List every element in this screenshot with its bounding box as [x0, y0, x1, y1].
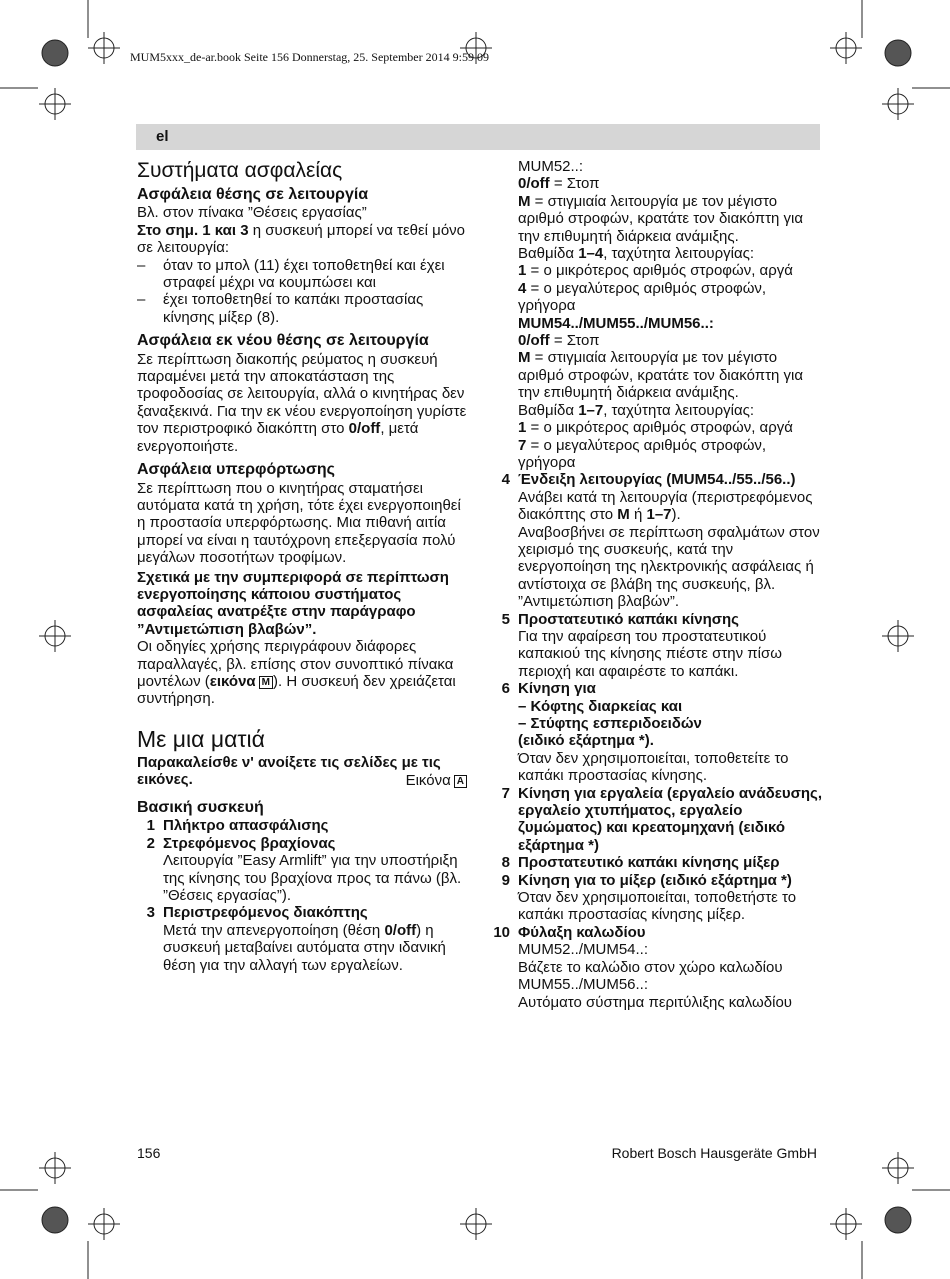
speed-max-text: 7 = ο μεγαλύτερος αριθμός στροφών, γρήγορα — [518, 436, 767, 471]
language-code: el — [156, 128, 169, 145]
list-item: 9 Κίνηση για το μίξερ (ειδικό εξάρτημα *) Όταν δεν χρησιμοποιείται, τοποθετήστε το καπάκι προστασίας κίνησης μίξερ. — [501, 871, 797, 924]
open-pages-note: Παρακαλείσθε ν' ανοίξετε τις σελίδες με τις εικόνες. — [137, 753, 441, 789]
left-column — [137, 158, 467, 974]
figure-m-box: M — [259, 676, 273, 689]
speed-levels-text: Βαθμίδα 1–4, ταχύτητα λειτουργίας: — [518, 245, 755, 263]
overload-text: Σε περίπτωση που ο κινητήρας σταματήσει αυτόματα κατά τη χρήση, τότε έχει ενεργοποιηθεί η προστασία υπερφόρτωσης. Μια πιθανή αιτία μπορεί να είναι η ταυτόχρονη επεξεργασία πολύ μεγάλων ποσοτήτων τροφίμων. — [137, 479, 461, 567]
restart-text: Σε περίπτωση διακοπής ρεύματος η συσκευή παραμένει μετά την αποκατάσταση της τροφοδοσίας σε λειτουργία, αλλά ο κινητήρας δεν ξαναξεκινά. Για την εκ νέου ενεργοποίηση γυρίστε τον περιστροφικό διακόπτη στο 0/off, μετά ενεργοποιήστε. — [137, 350, 467, 455]
right-column — [492, 158, 827, 1011]
switch-off-text: 0/off = Στοπ — [518, 332, 600, 350]
list-item: 10 Φύλαξη καλωδίου MUM52../MUM54..: Βάζετε το καλώδιο στον χώρο καλωδίου MUM55../MUM56..: Αυτόματο σύστημα περιτύλιξης καλωδίου — [493, 923, 792, 1011]
model-label-mum54: MUM54../MUM55../MUM56..: — [518, 314, 714, 332]
speed-levels-text: Βαθμίδα 1–7, ταχύτητα λειτουργίας: — [518, 401, 755, 419]
manual-text: Οι οδηγίες χρήσης περιγράφουν διάφορες παραλλαγές, βλ. επίσης στον συνοπτικό πίνακα μοντέλων (εικόνα M ). Η συσκευή δεν χρειάζεται συντήρηση. — [137, 638, 456, 708]
list-item: – όταν το μπολ (11) έχει τοποθετηθεί και έχει στραφεί μέχρι να κουμπώσει και — [137, 256, 445, 292]
list-item: – έχει τοποθετηθεί το καπάκι προστασίας κίνησης μίξερ (8). — [137, 291, 424, 326]
list-item: 3 Περιστρεφόμενος διακόπτης Μετά την απενεργοποίηση (θέση 0/off) η συσκευή μεταβαίνει αυτόματα στην ιδανική θέση για την αλλαγή των εργαλείων. — [146, 904, 446, 974]
model-label-mum52: MUM52..: — [518, 158, 584, 175]
switch-m-text: M = στιγμιαία λειτουργία με τον μέγιστο αριθμό στροφών, κρατάτε τον διακόπτη για την επιθυμητή διάρκεια ανάμιξης. — [518, 349, 804, 402]
list-item: 1 Πλήκτρο απασφάλισης — [146, 817, 329, 835]
figure-a-box: A — [454, 775, 467, 788]
list-item: 6 Κίνηση για – Κόφτης διαρκείας και – Στύφτης εσπεριδοειδών (ειδικό εξάρτημα *). Όταν δεν χρησιμοποιείται, τοποθετείτε το καπάκι προστασίας κίνησης. — [501, 680, 789, 785]
page-number: 156 — [137, 1145, 161, 1161]
heading-position-safety: Ασφάλεια θέσης σε λειτουργία — [137, 186, 369, 203]
heading-at-a-glance: Με μια ματιά — [137, 725, 265, 752]
speed-min-text: 1 = ο μικρότερος αριθμός στροφών, αργά — [518, 419, 793, 437]
list-item: 7 Κίνηση για εργαλεία (εργαλείο ανάδευσης, εργαλείο χτυπήματος, εργαλείο ζυμώματος) και κρεατομηχανή (ειδικό εξάρτημα *) — [501, 784, 823, 854]
heading-overload-safety: Ασφάλεια υπερφόρτωσης — [137, 461, 335, 479]
list-item: 4 Ένδειξη λειτουργίας (MUM54../55../56..) Ανάβει κατά τη λειτουργία (περιστρεφόμενος διακόπτης στο M ή 1–7). Αναβοσβήνει σε περίπτωση σφαλμάτων στον χειρισμό της συσκευής, κατά την ενεργοποίηση της ηλεκτρονικής ασφάλειας ή αντίστοιχα σε βλάβη της συσκευής, βλ. ”Αντιμετώπιση βλαβών”. — [501, 471, 820, 611]
list-item: 8 Προστατευτικό καπάκι κίνησης μίξερ — [501, 854, 780, 872]
list-item: 2 Στρεφόμενος βραχίονας Λειτουργία ”Easy Armlift” για την υποστήριξη της κίνησης του βραχίονα προς τα πάνω (βλ. ”Θέσεις εργασίας”). — [146, 834, 462, 905]
print-header: MUM5xxx_de-ar.book Seite 156 Donnerstag, 25. September 2014 9:59 09 — [130, 50, 489, 64]
position-text: Στο σημ. 1 και 3 η συσκευή μπορεί να τεθεί μόνο σε λειτουργία: — [137, 221, 466, 257]
company-name: Robert Bosch Hausgeräte GmbH — [611, 1145, 817, 1161]
heading-safety-systems: Συστήματα ασφαλείας — [137, 159, 343, 182]
speed-max-text: 4 = ο μεγαλύτερος αριθμός στροφών, γρήγορα — [518, 279, 767, 315]
behaviour-note: Σχετικά με την συμπεριφορά σε περίπτωση ενεργοποίησης κάποιου συστήματος ασφαλείας ανατρέξτε στην παράγραφο ”Αντιμετώπιση βλαβών”. — [137, 568, 449, 638]
speed-min-text: 1 = ο μικρότερος αριθμός στροφών, αργά — [518, 262, 793, 280]
heading-restart-safety: Ασφάλεια εκ νέου θέσης σε λειτουργία — [137, 332, 429, 350]
see-table-text: Βλ. στον πίνακα ”Θέσεις εργασίας” — [137, 204, 367, 222]
switch-off-text: 0/off = Στοπ — [518, 175, 600, 193]
list-item: 5 Προστατευτικό καπάκι κίνησης Για την αφαίρεση του προστατευτικού καπακιού της κίνησης πιέστε στην πίσω περιοχή και αφαιρέστε το καπάκι. — [501, 610, 782, 680]
figure-ref: Εικόνα A — [137, 772, 467, 789]
language-bar — [136, 124, 820, 150]
switch-m-text: M = στιγμιαία λειτουργία με τον μέγιστο αριθμό στροφών, κρατάτε τον διακόπτη για την επιθυμητή διάρκεια ανάμιξης. — [518, 192, 804, 245]
heading-basic-unit: Βασική συσκευή — [137, 799, 264, 816]
